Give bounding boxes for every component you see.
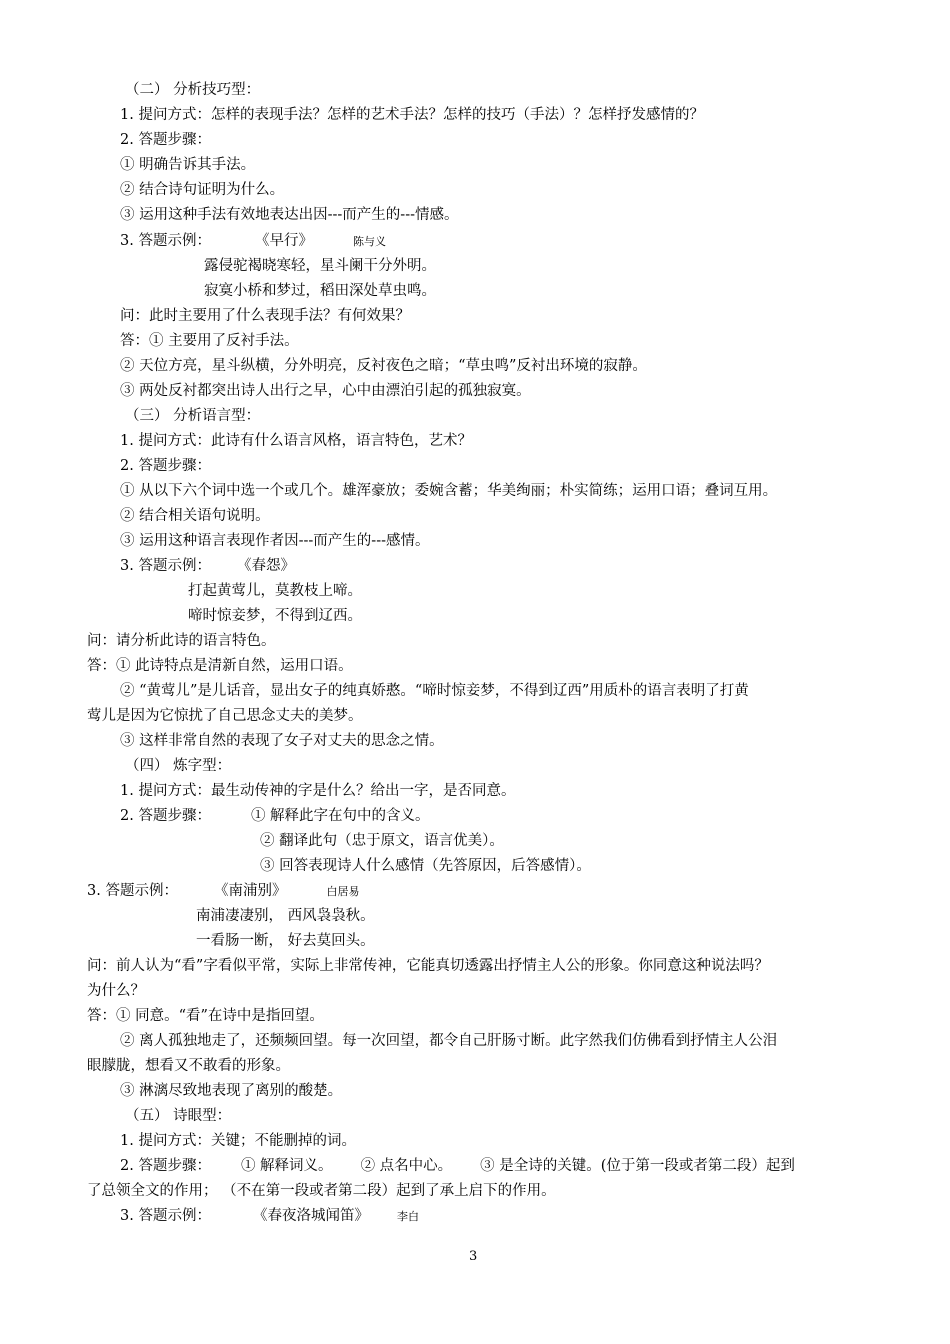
page-number: 3 xyxy=(469,1249,478,1264)
question-line: 问：前人认为“看”字看似平常，实际上非常传神，它能真切透露出抒情主人公的形象。你同意这种说法吗？ xyxy=(87,958,769,974)
poem-line: 打起黄莺儿，莫教枝上啼。 xyxy=(188,583,362,599)
question-line: 问：请分析此诗的语言特色。 xyxy=(87,633,276,649)
poem-line: 南浦凄凄别， 西风袅袅秋。 xyxy=(196,908,375,924)
poem-title: 《春怨》 xyxy=(236,558,295,574)
poem-line: 一看肠一断， 好去莫回头。 xyxy=(196,933,375,949)
text-line: ① 从以下六个词中选一个或几个。雄浑豪放；委婉含蓄；华美绚丽；朴实简练；运用口语；叠词互用。 xyxy=(120,483,778,499)
poem-title: 《春夜洛城闻笛》 xyxy=(252,1208,369,1224)
text-line: ② 天位方亮，星斗纵横，分外明亮，反衬夜色之暗；“草虫鸣”反衬出环境的寂静。 xyxy=(120,358,647,374)
answer-line: 答：① 主要用了反衬手法。 xyxy=(120,333,299,349)
text-line: ② 结合诗句证明为什么。 xyxy=(120,182,285,198)
poem-author: 陈与义 xyxy=(352,235,386,248)
text-line: ③ 运用这种语言表现作者因---而产生的---感情。 xyxy=(120,533,430,549)
text-line: ③ 淋漓尽致地表现了离别的酸楚。 xyxy=(120,1083,343,1099)
example-heading: 3. 答题示例： 《早行》 陈与义 xyxy=(120,233,386,249)
text-line: ② “黄莺儿”是儿话音，显出女子的纯真娇憨。“啼时惊妾梦，不得到辽西”用质朴的语言表明了打黄 xyxy=(120,683,749,699)
poem-line: 啼时惊妾梦，不得到辽西。 xyxy=(188,608,362,624)
text-line: 1. 提问方式：最生动传神的字是什么？给出一字，是否同意。 xyxy=(120,783,516,799)
text-line: 1. 提问方式：怎样的表现手法？怎样的艺术手法？怎样的技巧（手法）？怎样抒发感情的？ xyxy=(120,107,704,123)
text-line: 2. 答题步骤： xyxy=(120,458,211,474)
text-line: ③ 这样非常自然的表现了女子对丈夫的思念之情。 xyxy=(120,733,444,749)
example-heading: 3. 答题示例： 《南浦别》 白居易 xyxy=(87,883,360,899)
poem-author: 李白 xyxy=(396,1210,419,1223)
section-heading-5: （五） 诗眼型： xyxy=(125,1108,232,1124)
example-heading: 3. 答题示例： 《春怨》 xyxy=(120,558,295,574)
text-line: ② 结合相关语句说明。 xyxy=(120,508,270,524)
text-line: 莺儿是因为它惊扰了自己思念丈夫的美梦。 xyxy=(87,708,363,724)
text-line: 2. 答题步骤： xyxy=(120,132,211,148)
text-line: ③ 运用这种手法有效地表达出因---而产生的---情感。 xyxy=(120,207,459,223)
text-line: ② 离人孤独地走了，还频频回望。每一次回望，都令自己肝肠寸断。此字然我们仿佛看到抒情主人公泪 xyxy=(120,1033,778,1049)
poem-title: 《南浦别》 xyxy=(213,883,287,899)
text-line: 2. 答题步骤： ① 解释此字在句中的含义。 xyxy=(120,808,430,824)
poem-line: 寂寞小桥和梦过，稻田深处草虫鸣。 xyxy=(204,283,436,299)
poem-line: 露侵驼褐晓寒轻，星斗阑干分外明。 xyxy=(204,258,436,274)
poem-author: 白居易 xyxy=(326,885,360,898)
text-line: 为什么？ xyxy=(87,983,145,999)
section-heading-3: （三） 分析语言型： xyxy=(125,408,261,424)
text-line: 了总领全文的作用； （不在第一段或者第二段）起到了承上启下的作用。 xyxy=(87,1183,556,1199)
section-heading-2: （二） 分析技巧型： xyxy=(125,82,261,98)
poem-title: 《早行》 xyxy=(254,233,313,249)
text-line: 2. 答题步骤： ① 解释词义。 ② 点名中心。 ③ 是全诗的关键。(位于第一段或者第二段）起到 xyxy=(120,1158,795,1174)
text-line: ③ 两处反衬都突出诗人出行之早，心中由漂泊引起的孤独寂寞。 xyxy=(120,383,531,399)
text-line: ② 翻译此句（忠于原文，语言优美）。 xyxy=(260,833,504,849)
text-line: 1. 提问方式：此诗有什么语言风格，语言特色，艺术？ xyxy=(120,433,472,449)
section-heading-4: （四） 炼字型： xyxy=(125,758,232,774)
answer-line: 答：① 此诗特点是清新自然，运用口语。 xyxy=(87,658,353,674)
text-line: ③ 回答表现诗人什么感情（先答原因，后答感情）。 xyxy=(260,858,591,874)
text-line: ① 明确告诉其手法。 xyxy=(120,157,256,173)
question-line: 问：此时主要用了什么表现手法？有何效果？ xyxy=(120,308,410,324)
text-line: 1. 提问方式：关键；不能删掉的词。 xyxy=(120,1133,356,1149)
text-line: 眼朦胧，想看又不敢看的形象。 xyxy=(87,1058,290,1074)
example-heading: 3. 答题示例： 《春夜洛城闻笛》 李白 xyxy=(120,1208,419,1224)
answer-line: 答：① 同意。“看”在诗中是指回望。 xyxy=(87,1008,324,1024)
